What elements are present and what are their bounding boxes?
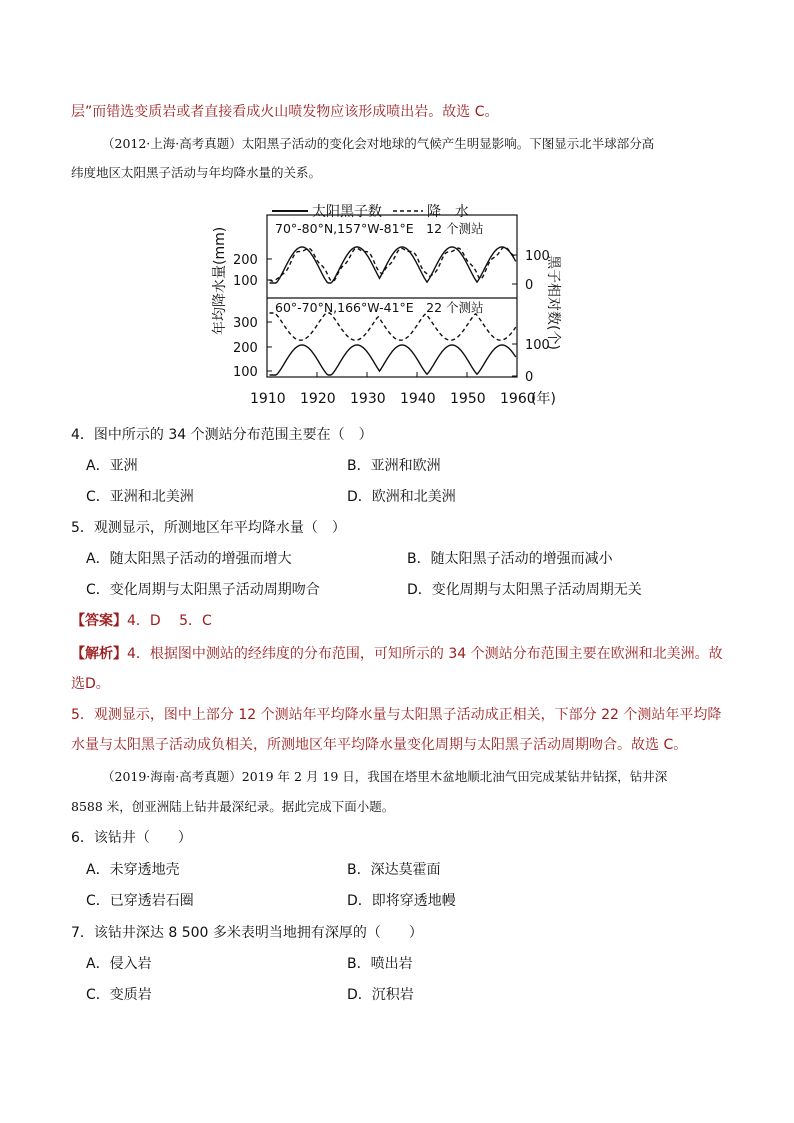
panel-1-left-tick: 100 [233,274,258,289]
panel-1-right-tick: 0 [525,278,534,293]
intro2-line1: （2019·海南·高考真题）2019 年 2 月 19 日，我国在塔里木盆地顺北油气田完成某钻井钻探，钻井深 [102,769,668,784]
q4-stem: 4．图中所示的 34 个测站分布范围主要在（ ） [71,427,373,443]
legend-precip-label: 降 水 [427,204,469,220]
x-tick-label: 1960 [500,391,536,407]
x-tick-label: 1910 [250,391,286,407]
q7-option-a[interactable]: A．侵入岩 [86,956,152,972]
analysis-line1 [71,643,723,663]
x-tick-label: 1940 [400,391,436,407]
analysis-line4: 水量与太阳黑子活动成负相关，所测地区年平均降水量变化周期与太阳黑子活动周期吻合。故选 C。 [71,737,688,753]
q6-option-a[interactable]: A．未穿透地壳 [86,862,180,878]
x-axis-unit: (年) [531,391,556,407]
panel-2-sunspot-line [270,345,516,375]
analysis-text1: 4．根据图中测站的经纬度的分布范围，可知所示的 34 个测站分布范围主要在欧洲和北美洲。故 [127,646,723,662]
q4-option-b[interactable]: B．亚洲和欧洲 [347,458,441,474]
panel-2-left-tick: 300 [233,316,258,331]
panel-2-label: 60°-70°N,166°W-41°E 22 个测站 [275,300,484,315]
panel-2-right-tick: 0 [525,370,534,385]
panel-2-right-tick: 100 [525,338,550,353]
q6-stem: 6．该钻井（ ） [71,830,192,846]
q7-option-b[interactable]: B．喷出岩 [347,956,413,972]
q5-option-a[interactable]: A．随太阳黑子活动的增强而增大 [86,551,292,567]
panel-1-precip-line [270,247,516,281]
q5-option-c[interactable]: C．变化周期与太阳黑子活动周期吻合 [86,582,320,598]
panel-2-left-tick: 200 [233,341,258,356]
analysis-line3: 5．观测显示，图中上部分 12 个测站年平均降水量与太阳黑子活动成正相关，下部分 22 个测站年平均降 [71,707,722,723]
q5-option-b[interactable]: B．随太阳黑子活动的增强而减小 [407,551,613,567]
q7-option-c[interactable]: C．变质岩 [86,987,152,1003]
analysis-line2: 选D。 [71,676,110,692]
intro1-line1: （2012·上海·高考真题）太阳黑子活动的变化会对地球的气候产生明显影响。下图显示北半球部分高 [102,136,655,151]
panel-2-left-tick: 100 [233,365,258,380]
analysis-label: 【解析】 [71,646,127,662]
answer-text: 4．D 5．C [127,613,212,629]
panel-1-label: 70°-80°N,157°W-81°E 12 个测站 [275,221,484,236]
q7-stem: 7．该钻井深达 8 500 多米表明当地拥有深厚的（ ） [71,925,423,941]
q5-stem: 5．观测显示，所测地区年平均降水量（ ） [71,520,346,536]
q6-option-d[interactable]: D．即将穿透地幔 [347,893,456,909]
legend-sunspot-label: 太阳黑子数 [312,204,382,220]
panel-1-left-tick: 200 [233,253,258,268]
q7-option-d[interactable]: D．沉积岩 [347,987,414,1003]
panel-1-right-tick: 100 [525,249,550,264]
x-tick-label: 1920 [300,391,336,407]
answer-label: 【答案】 [71,613,127,629]
top-explanation: 层”而错选变质岩或者直接看成火山喷发物应该形成喷出岩。故选 C。 [71,104,499,120]
x-tick-label: 1930 [350,391,386,407]
q6-option-b[interactable]: B．深达莫霍面 [347,862,441,878]
q4-option-d[interactable]: D．欧洲和北美洲 [347,489,456,505]
q4-option-c[interactable]: C．亚洲和北美洲 [86,489,194,505]
panel-2-precip-line [270,313,516,340]
q4-option-a[interactable]: A．亚洲 [86,458,138,474]
answer-line [71,610,212,630]
sunspot-precipitation-chart [205,195,605,413]
q6-option-c[interactable]: C．已穿透岩石圈 [86,893,194,909]
intro1-line2: 纬度地区太阳黑子活动与年均降水量的关系。 [71,165,322,180]
q5-option-d[interactable]: D．变化周期与太阳黑子活动周期无关 [407,582,642,598]
y-axis-left-title: 年均降水量(mm) [212,226,228,335]
x-tick-label: 1950 [450,391,486,407]
y-axis-right-title: 黑子相对数(个) [545,255,561,350]
intro2-line2: 8588 米，创亚洲陆上钻井最深纪录。据此完成下面小题。 [71,799,395,814]
